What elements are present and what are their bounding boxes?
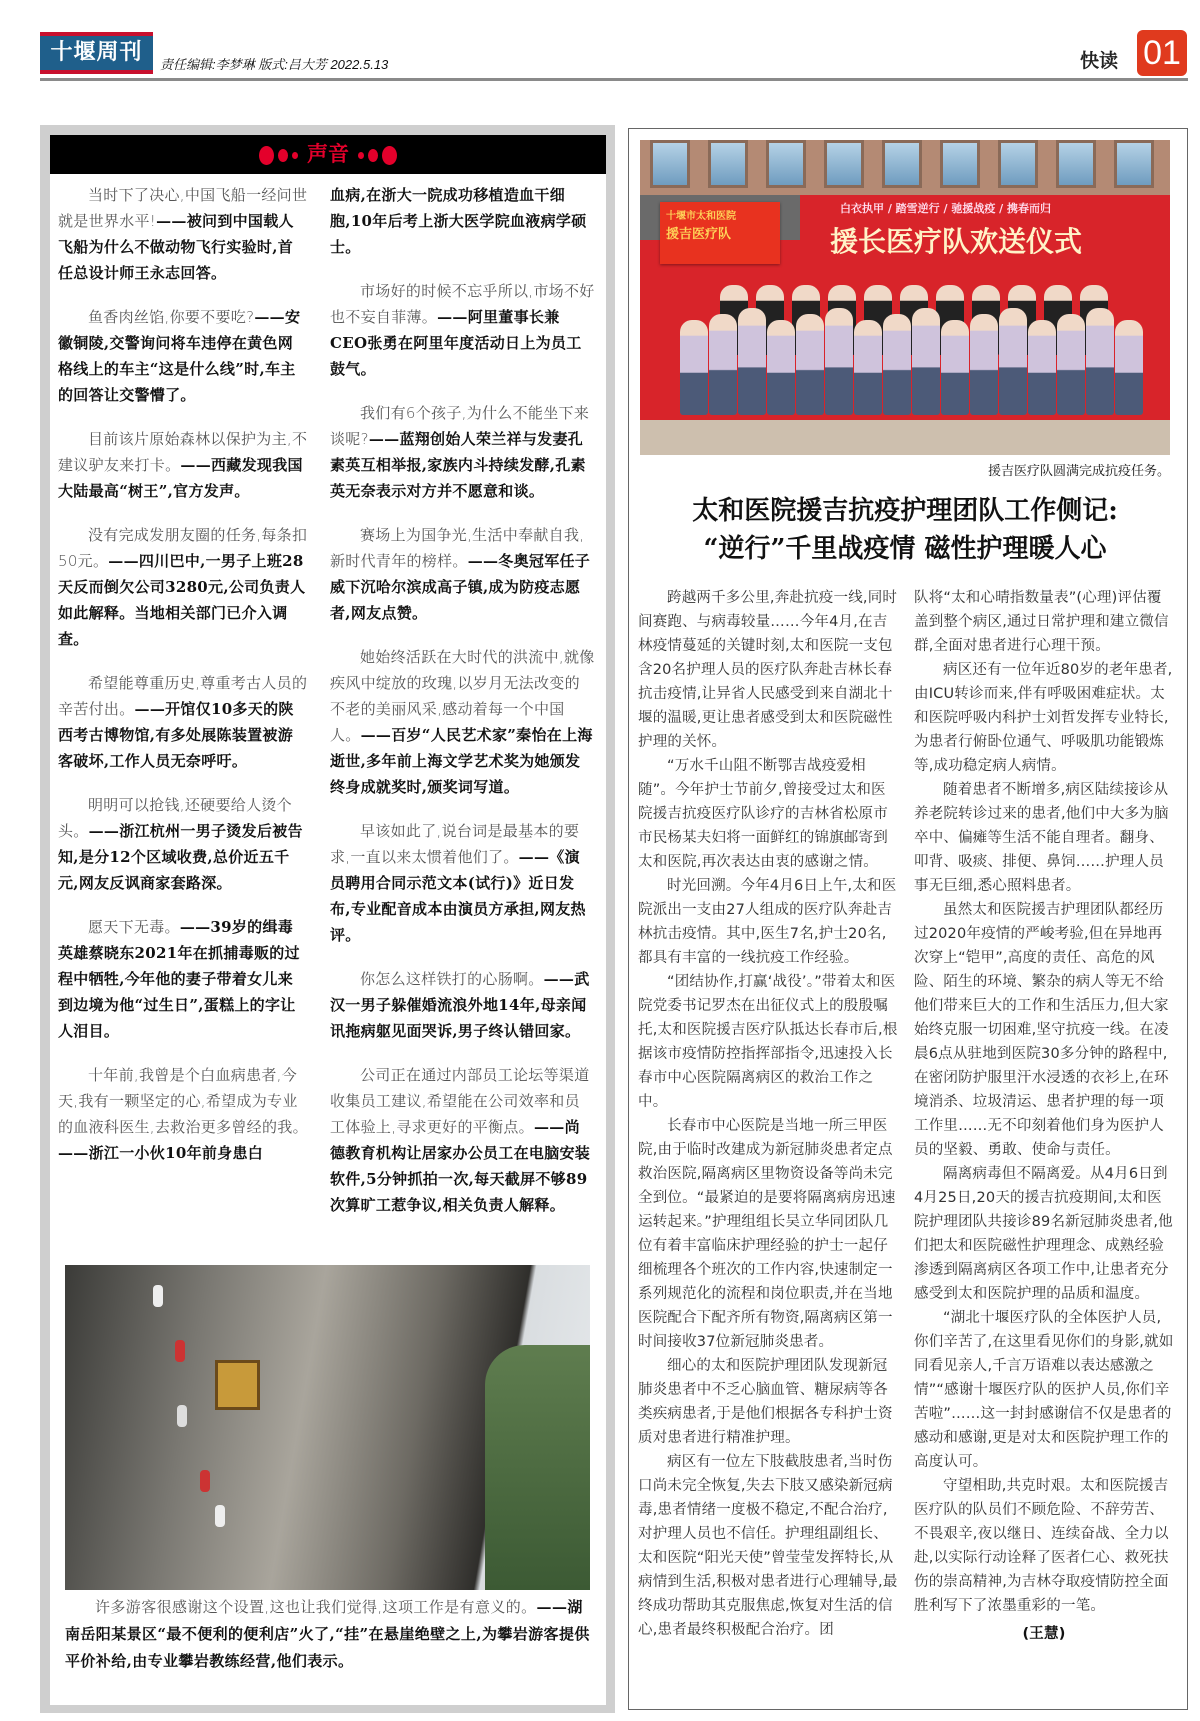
voices-column-1 [58, 182, 308, 1184]
team-member [709, 314, 737, 415]
window [708, 140, 748, 188]
voice-source: ——百岁“人民艺术家”秦怡在上海逝世,多年前上海文学艺术奖为她颁发终身成就奖时,颁奖词写道。 [330, 726, 593, 796]
voice-source: ——阿里董事长兼CEO张勇在阿里年度活动日上为员工鼓气。 [330, 308, 582, 378]
voice-quote: 明明可以抢钱,还硬要给人烫个头。 [58, 796, 292, 840]
voice-item [58, 426, 308, 504]
climber [153, 1285, 163, 1307]
article-author: (王慧) [1022, 1626, 1066, 1642]
voice-item [330, 644, 595, 800]
voice-source: ——四川巴中,一男子上班28天反而倒欠公司3280元,公司负责人如此解释。当地相关部门已介入调查。 [58, 552, 306, 648]
banner-title-photo: 援长医疗队欢送仪式 [830, 225, 1083, 258]
article-paragraph: “万水千山阻不断鄂吉战疫爱相随”。今年护士节前夕,曾接受过太和医院援吉抗疫医疗队诊疗的吉林省松原市市民杨某夫妇将一面鲜红的锦旗邮寄到太和医院,再次表达由衷的感谢之情。 [638, 758, 888, 870]
voice-source: ——西藏发现我国大陆最高“树王”,官方发声。 [58, 456, 303, 500]
voice-item [330, 400, 595, 504]
voice-item [58, 1062, 308, 1166]
voice-quote: 我们有6个孩子,为什么不能坐下来谈呢? [330, 404, 590, 448]
voice-item [330, 818, 595, 948]
climber [200, 1470, 210, 1492]
ground [640, 420, 1170, 455]
voice-item [58, 304, 308, 408]
voice-source: ——浙江一小伙10年前身患白 [58, 1144, 264, 1162]
article-paragraph: 虽然太和医院援吉护理团队都经历过2020年疫情的严峻考验,但在异地再次穿上“铠甲”,高度的责任、高危的风险、陌生的环境、繁杂的病人等无不给他们带来巨大的工作和生活压力,但大家始终克服一切困难,坚守抗疫一线。在凌晨6点从驻地到医院30多分钟的路程中,在密闭防护服里汗水浸透的衣衫上,在环境消杀、垃圾清运、患者护理的每一项工作里……无不印刻着他们身为医护人员的坚毅、勇敢、使命与责任。 [914, 902, 1169, 1158]
article-column-2 [914, 586, 1174, 1646]
article-paragraph: 细心的太和医院护理团队发现新冠肺炎患者中不乏心脑血管、糖尿病等各类疾病患者,于是他们根据各专科护士资质对患者进行精准护理。 [638, 1358, 893, 1446]
voice-item [58, 522, 308, 652]
climber [177, 1405, 187, 1427]
dot-icon [278, 149, 288, 162]
trees [485, 1345, 590, 1590]
window [998, 140, 1038, 188]
voice-source: ——武汉一男子躲催婚流浪外地14年,母亲闻讯拖病躯见面哭诉,男子终认错回家。 [330, 970, 590, 1040]
team-member [970, 314, 998, 415]
voice-source: ——冬奥冠军任子威下沉哈尔滨成高子镇,成为防疫志愿者,网友点赞。 [330, 552, 591, 622]
window [1056, 140, 1096, 188]
voice-quote: 没有完成发朋友圈的任务,每条扣50元。 [58, 526, 308, 570]
window [940, 140, 980, 188]
window [766, 140, 806, 188]
team-member [1028, 320, 1056, 415]
voice-quote: 你怎么这样铁打的心肠啊。 [360, 970, 544, 988]
voice-item [330, 966, 595, 1044]
voice-source: ——蓝翔创始人荣兰祥与发妻孔素英互相举报,家族内斗持续发酵,孔素英无奈表示对方并不愿意和谈。 [330, 430, 586, 500]
medical-team-photo [640, 140, 1170, 455]
team-member [1115, 320, 1143, 415]
voice-item [58, 792, 308, 896]
climber [175, 1340, 185, 1362]
article-paragraph: 病区还有一位年近80岁的老年患者,由ICU转诊而来,伴有呼吸困难症状。太和医院呼吸内科护士刘哲发挥专业特长,为患者行俯卧位通气、呼吸肌功能锻炼等,成功稳定病人病情。 [914, 662, 1173, 774]
voice-source: ——尚德教育机构让居家办公员工在电脑安装软件,5分钟抓拍一次,每天截屏不够89次算旷工惹争议,相关负责人解释。 [330, 1118, 591, 1214]
article-headline: 太和医院援吉抗疫护理团队工作侧记: “逆行”千里战疫情 磁性护理暖人心 [692, 496, 1118, 564]
cliff-photo-caption: 许多游客很感谢这个设置,这也让我们觉得,这项工作是有意义的。——湖南岳阳某景区“最不便利的便利店”火了,“挂”在悬崖绝壁之上,为攀岩游客提供平价补给,由专业攀岩教练经营,他们表示。 [65, 1598, 590, 1670]
newspaper-logo: 十堰周刊 [40, 32, 153, 74]
team-member [883, 314, 911, 415]
voice-quote: 市场好的时候不忘乎所以,市场不好也不妄自菲薄。 [330, 282, 595, 326]
voice-source: ——安徽铜陵,交警询问将车违停在黄色网格线上的车主“这是什么线”时,车主的回答让交警懵了。 [58, 308, 301, 404]
voice-source: ——39岁的缉毒英雄蔡晓东2021年在抓捕毒贩的过程中牺牲,今年他的妻子带着女儿来到边境为他“过生日”,蛋糕上的字让人泪目。 [58, 918, 300, 1040]
team-member [738, 308, 766, 415]
voice-source: ——开馆仅10多天的陕西考古博物馆,有多处展陈装置被游客破坏,工作人员无奈呼吁。 [58, 700, 294, 770]
article-paragraph: 病区有一位左下肢截肢患者,当时伤口尚未完全恢复,失去下肢又感染新冠病毒,患者情绪一度极不稳定,不配合治疗,对护理人员也不信任。护理组副组长、太和医院“阳光天使”曾莹莹发挥特长,从病情到生活,积极对患者进行心理辅导,最终成功帮助其克服焦虑,恢复对生活的信心,患者最终积极配合治疗。团 [638, 1454, 898, 1638]
dot-icon [382, 146, 397, 165]
article-paragraph: 跨越两千多公里,奔赴抗疫一线,同时间赛跑、与病毒较量……今年4月,在吉林疫情蔓延的关键时刻,太和医院一支包含20名护理人员的医疗队奔赴吉林长春抗击疫情,让异省人民感受到来自湖北十堰的温暖,更让患者感受到太和医院磁性护理的关怀。 [638, 590, 898, 750]
team-member [999, 308, 1027, 415]
voice-item [58, 670, 308, 774]
page-number-badge: 01 [1137, 30, 1187, 76]
team-photo-caption: 援吉医疗队圆满完成抗疫任务。 [987, 464, 1170, 479]
window [1114, 140, 1154, 188]
climber [215, 1505, 225, 1527]
article-paragraph: “湖北十堰医疗队的全体医护人员,你们辛苦了,在这里看见你们的身影,就如同看见亲人,千言万语难以表达感激之情”“感谢十堰医疗队的医护人员,你们辛苦啦”……这一封封感谢信不仅是患者的感动和感谢,更是对太和医院护理工作的高度认可。 [914, 1310, 1174, 1470]
article-paragraph: 队将“太和心晴指数量表”(心理)评估覆盖到整个病区,通过日常护理和建立微信群,全面对患者进行心理干预。 [914, 590, 1169, 654]
banner-title: 声音 [307, 142, 349, 166]
voice-source: ——《演员聘用合同示范文本(试行)》近日发布,专业配音成本由演员方承担,网友热评。 [330, 848, 586, 944]
team-member [1086, 308, 1114, 415]
team-flag: 十堰市太和医院 援吉医疗队 [660, 202, 780, 264]
team-member [825, 308, 853, 415]
window [824, 140, 864, 188]
section-title: 快读 [1080, 50, 1119, 72]
team-member [796, 314, 824, 415]
dot-icon [368, 149, 378, 162]
team-member [912, 308, 940, 415]
voice-source: ——被问到中国载人飞船为什么不做动物飞行实验时,首任总设计师王永志回答。 [58, 212, 294, 282]
voice-quote: 当时下了决心,中国飞船一经问世就是世界水平! [58, 186, 308, 230]
team-member [1057, 314, 1085, 415]
article-paragraph: “团结协作,打赢‘战役’。”带着太和医院党委书记罗杰在出征仪式上的殷殷嘱托,太和医院援吉医疗队抵达长春市后,根据该市疫情防控指挥部指令,迅速投入长春市中心医院隔离病区的救治工作之中。 [638, 974, 898, 1110]
hanging-store [215, 1360, 260, 1410]
cliff-store-photo [65, 1265, 590, 1590]
voice-item: 血病,在浙大一院成功移植造血干细胞,10年后考上浙大医学院血液病学硕士。 [330, 186, 587, 256]
voice-quote: 早该如此了,说台词是最基本的要求,一直以来太惯着他们了。 [330, 822, 580, 866]
voices-column-2 [330, 182, 595, 1236]
article-column-1 [638, 586, 898, 1642]
voice-quote: 鱼香肉丝馅,你要不要吃? [88, 308, 255, 326]
voice-item [58, 914, 308, 1044]
team-member [941, 320, 969, 415]
voice-source: ——浙江杭州一男子烫发后被告知,是分12个区域收费,总价近五千元,网友反讽商家套路深。 [58, 822, 303, 892]
article-paragraph: 随着患者不断增多,病区陆续接诊从养老院转诊过来的患者,他们中大多为脑卒中、偏瘫等生活不能自理者。翻身、叩背、吸痰、排便、鼻饲……护理人员事无巨细,悉心照料患者。 [914, 782, 1169, 894]
header-divider [40, 78, 1188, 81]
voice-quote: 她始终活跃在大时代的洪流中,就像疾风中绽放的玫瑰,以岁月无法改变的不老的美丽风采,感动着每一个中国人。 [330, 648, 595, 744]
editor-credits: 责任编辑:李梦琳 版式:吕大芳 2022.5.13 [160, 57, 389, 72]
voices-banner [50, 135, 606, 174]
voice-quote: 愿天下无毒。 [88, 918, 180, 936]
voice-item [330, 522, 595, 626]
voice-item [58, 182, 308, 286]
team-member [854, 320, 882, 415]
article-paragraph: 守望相助,共克时艰。太和医院援吉医疗队的队员们不顾危险、不辞劳苦、不畏艰辛,夜以继日、连续奋战、全力以赴,以实际行动诠释了医者仁心、救死扶伤的崇高精神,为吉林夺取疫情防控全面胜利写下了浓墨重彩的一笔。 [914, 1478, 1169, 1614]
voice-quote: 十年前,我曾是个白血病患者,今天,我有一颗坚定的心,希望成为专业的血液科医生,去救治更多曾经的我。 [58, 1066, 308, 1136]
article-paragraph: 时光回溯。今年4月6日上午,太和医院派出一支由27人组成的医疗队奔赴吉林抗击疫情。其中,医生7名,护士20名,都具有丰富的一线抗疫工作经验。 [638, 878, 897, 966]
dot-icon [292, 152, 298, 159]
voice-item [330, 278, 595, 382]
window [650, 140, 690, 188]
voice-quote: 希望能尊重历史,尊重考古人员的辛苦付出。 [58, 674, 308, 718]
voice-quote: 公司正在通过内部员工论坛等渠道收集员工建议,希望能在公司效率和员工体验上,寻求更好的平衡点。 [330, 1066, 590, 1136]
voice-quote: 赛场上为国争光,生活中奉献自我,新时代青年的榜样。 [330, 526, 585, 570]
voice-quote: 目前该片原始森林以保护为主,不建议驴友来打卡。 [58, 430, 308, 474]
dot-icon [358, 152, 364, 159]
dot-icon [259, 146, 274, 165]
banner-slogan: 白衣执甲 / 踏雪逆行 / 驰援战疫 / 携春而归 [840, 202, 1052, 215]
team-member [680, 320, 708, 415]
article-paragraph: 长春市中心医院是当地一所三甲医院,由于临时改建成为新冠肺炎患者定点救治医院,隔离病区里物资设备等尚未完全到位。“最紧迫的是要将隔离病房迅速运转起来。”护理组组长吴立华同团队几位有着丰富临床护理经验的护士一起仔细梳理各个班次的工作内容,快速制定一系列规范化的流程和岗位职责,并在当地医院配合下配齐所有物资,隔离病区第一时间接收37位新冠肺炎患者。 [638, 1118, 896, 1350]
team-member [767, 320, 795, 415]
voice-item [330, 1062, 595, 1218]
window [882, 140, 922, 188]
article-paragraph: 隔离病毒但不隔离爱。从4月6日到4月25日,20天的援吉抗疫期间,太和医院护理团队共接诊89名新冠肺炎患者,他们把太和医院磁性护理理念、成熟经验渗透到隔离病区各项工作中,让患者充分感受到太和医院护理的品质和温度。 [914, 1166, 1173, 1302]
